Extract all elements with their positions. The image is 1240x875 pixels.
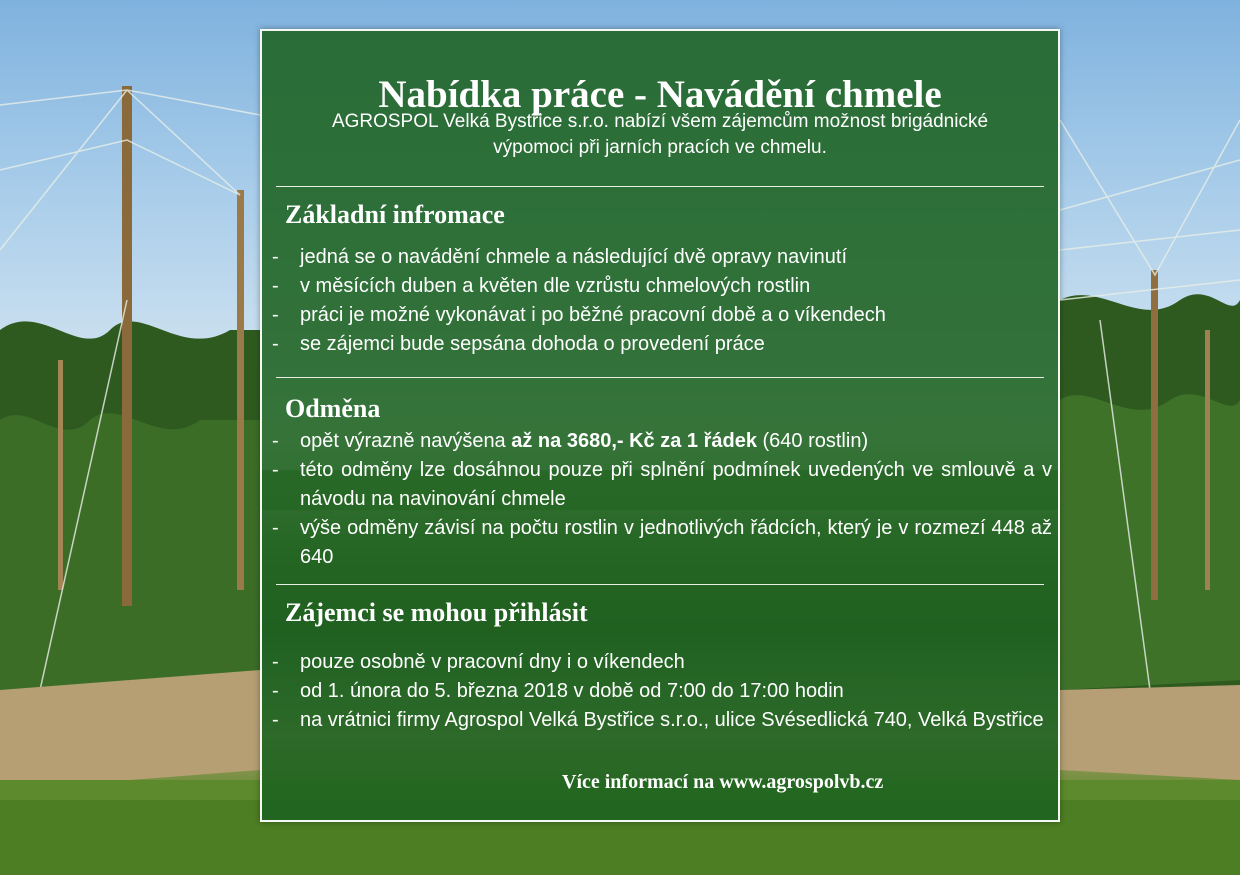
divider (276, 186, 1044, 187)
bullet-marker: - (272, 709, 279, 731)
reward-amount: až na 3680,- Kč za 1 řádek (511, 430, 757, 452)
bullet-marker: - (272, 246, 279, 268)
job-offer-card (260, 29, 1060, 822)
list-item: - této odměny lze dosáhnou pouze při splnění podmínek uvedených ve smlouvě a v návodu na navinování chmele (272, 456, 1052, 514)
bullet-marker: - (272, 680, 279, 702)
bullet-marker: - (272, 430, 279, 452)
bullet-marker: - (272, 517, 279, 539)
list-item: - práci je možné vykonávat i po běžné pracovní době a o víkendech (272, 301, 1052, 330)
section-heading-basic-info: Základní infromace (285, 200, 505, 229)
bullet-marker: - (272, 275, 279, 297)
section-heading-reward: Odměna (285, 394, 381, 423)
bullet-marker: - (272, 333, 279, 355)
divider (276, 377, 1044, 378)
list-item: - se zájemci bude sepsána dohoda o provedení práce (272, 330, 1052, 359)
list-item: - opět výrazně navýšena až na 3680,- Kč za 1 řádek (640 rostlin) (272, 427, 1052, 456)
more-info-link-text: Více informací na www.agrospolvb.cz (562, 771, 884, 793)
basic-info-list (272, 243, 1052, 359)
list-item: - jedná se o navádění chmele a následující dvě opravy navinutí (272, 243, 1052, 272)
bullet-marker: - (272, 651, 279, 673)
poster-intro: AGROSPOL Velká Bystřice s.r.o. nabízí všem zájemcům možnost brigádnické výpomoci při jarních pracích ve chmelu. (331, 111, 989, 158)
apply-list (272, 648, 1052, 735)
section-heading-apply: Zájemci se mohou přihlásit (285, 598, 588, 627)
poster-title: Nabídka práce - Navádění chmele (378, 73, 942, 116)
list-item: - pouze osobně v pracovní dny i o víkendech (272, 648, 1052, 677)
list-item: - na vrátnici firmy Agrospol Velká Bystřice s.r.o., ulice Svésedlická 740, Velká Bystřice (272, 706, 1052, 735)
bullet-marker: - (272, 459, 279, 481)
bullet-marker: - (272, 304, 279, 326)
divider (276, 584, 1044, 585)
list-item: - v měsících duben a květen dle vzrůstu chmelových rostlin (272, 272, 1052, 301)
list-item: - od 1. února do 5. března 2018 v době od 7:00 do 17:00 hodin (272, 677, 1052, 706)
reward-list (272, 427, 1052, 572)
list-item: - výše odměny závisí na počtu rostlin v jednotlivých řádcích, který je v rozmezí 448 až 640 (272, 514, 1052, 572)
